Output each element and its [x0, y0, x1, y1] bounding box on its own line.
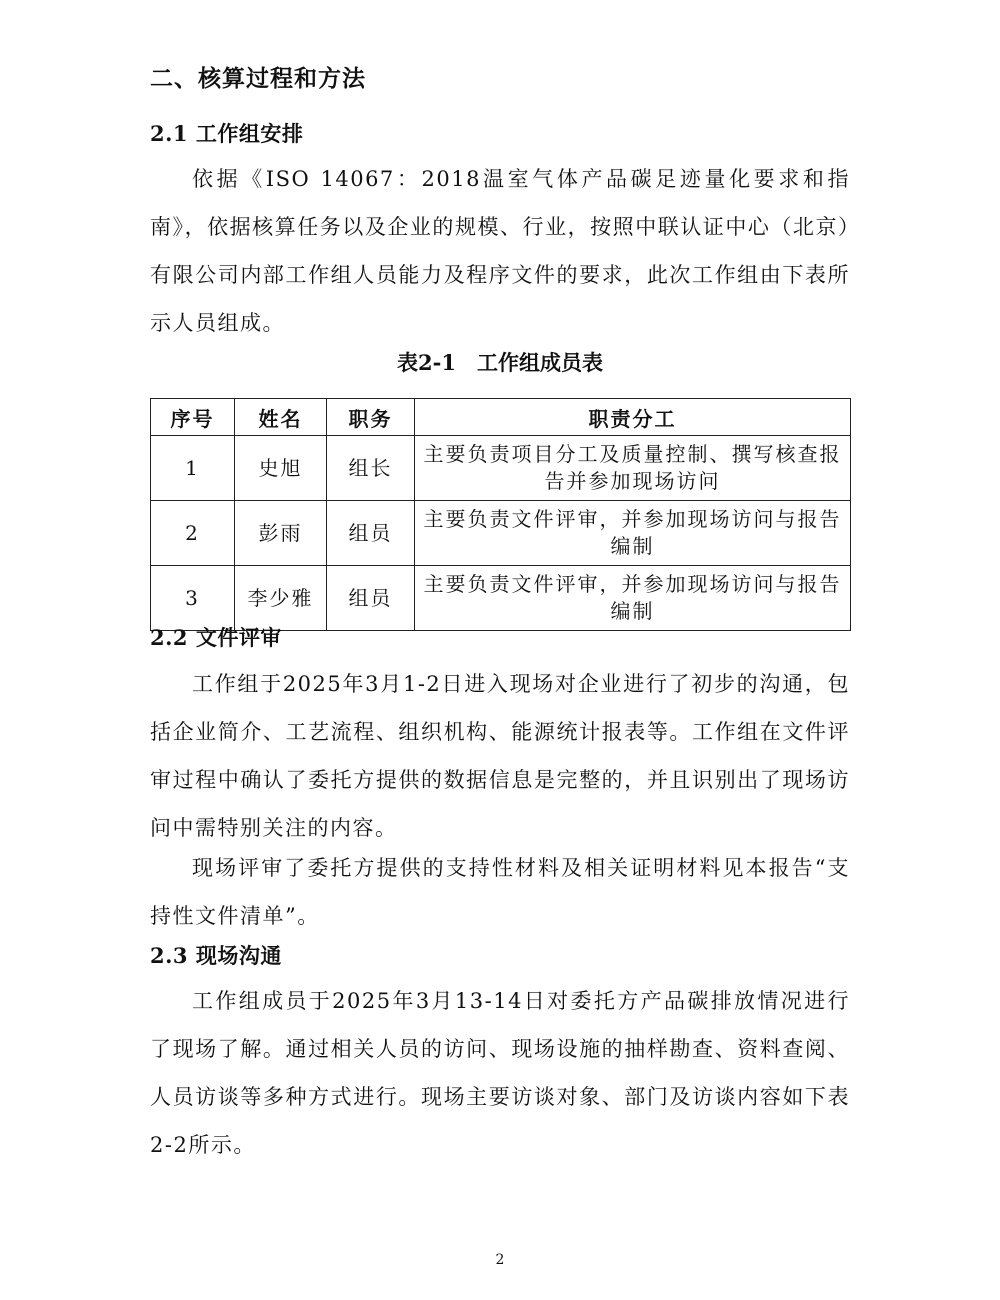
paragraph-document-review: 工作组于2025年3月1-2日进入现场对企业进行了初步的沟通，包括企业简介、工艺流程、组织机构、能源统计报表等。工作组在文件评审过程中确认了委托方提供的数据信息是完整的，并且识别出了现场访问中需特别关注的内容。	[150, 672, 850, 840]
cell-responsibility: 主要负责文件评审，并参加现场访问与报告编制	[415, 501, 851, 566]
cell-name: 彭雨	[235, 501, 327, 566]
cell-position: 组员	[327, 566, 415, 631]
page-number: 2	[495, 1252, 505, 1268]
header-name: 姓名	[235, 399, 327, 436]
header-index: 序号	[151, 399, 235, 436]
paragraph-supporting-materials: 现场评审了委托方提供的支持性材料及相关证明材料见本报告“支持性文件清单”。	[150, 856, 850, 928]
table-caption: 表2-1 工作组成员表	[397, 350, 603, 375]
subsection-heading-2-2: 2.2 文件评审	[150, 625, 282, 650]
cell-index: 2	[151, 501, 235, 566]
section-heading: 二、核算过程和方法	[150, 65, 366, 92]
cell-position: 组长	[327, 436, 415, 501]
cell-name: 史旭	[235, 436, 327, 501]
paragraph-site-communication: 工作组成员于2025年3月13-14日对委托方产品碳排放情况进行了现场了解。通过相关人员的访问、现场设施的抽样勘查、资料查阅、人员访谈等多种方式进行。现场主要访谈对象、部门及访谈内容如下表2-2所示。	[150, 989, 850, 1157]
subsection-heading-2-3: 2.3 现场沟通	[150, 943, 282, 968]
subsection-heading-2-1: 2.1 工作组安排	[150, 121, 304, 146]
cell-responsibility: 主要负责项目分工及质量控制、撰写核查报告并参加现场访问	[415, 436, 851, 501]
cell-position: 组员	[327, 501, 415, 566]
cell-index: 3	[151, 566, 235, 631]
header-responsibility: 职责分工	[415, 399, 851, 436]
header-position: 职务	[327, 399, 415, 436]
cell-index: 1	[151, 436, 235, 501]
paragraph-work-group: 依据《ISO 14067：2018温室气体产品碳足迹量化要求和指南》，依据核算任务以及企业的规模、行业，按照中联认证中心（北京）有限公司内部工作组人员能力及程序文件的要求，此次工作组由下表所示人员组成。	[150, 167, 850, 335]
cell-responsibility: 主要负责文件评审，并参加现场访问与报告编制	[415, 566, 851, 631]
table-header-row	[151, 399, 851, 436]
table-row	[151, 436, 851, 501]
table-row	[151, 501, 851, 566]
cell-name: 李少雅	[235, 566, 327, 631]
work-group-members-table	[150, 398, 851, 631]
